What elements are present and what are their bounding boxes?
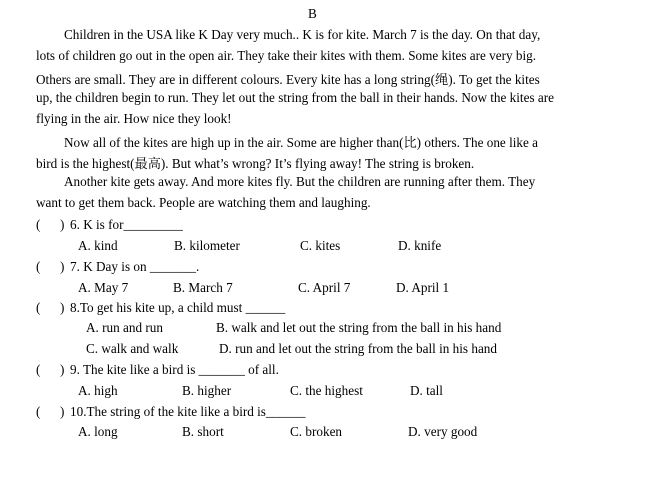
question-stem: 7. K Day is on _______.	[70, 259, 200, 274]
question-stem: 9. The kite like a bird is _______ of all.	[70, 362, 279, 377]
option-a: A. run and run	[86, 320, 163, 335]
option-d: D. knife	[398, 238, 442, 253]
answer-paren-open: (	[36, 259, 41, 274]
answer-paren-open: (	[36, 362, 41, 377]
option-a: A. long	[78, 424, 118, 439]
option-d: D. run and let out the string from the ball in his hand	[219, 341, 497, 356]
option-b: B. higher	[182, 383, 232, 398]
option-a: A. high	[78, 383, 118, 398]
option-b: B. walk and let out the string from the ball in his hand	[216, 320, 502, 335]
passage-line: up, the children begin to run. They let out the string from the ball in their hands. Now the kites are	[36, 90, 554, 105]
answer-paren-close: )	[60, 362, 65, 377]
option-d: D. very good	[408, 424, 478, 439]
option-d: D. tall	[410, 383, 443, 398]
option-b: B. kilometer	[174, 238, 240, 253]
option-a: A. kind	[78, 238, 118, 253]
passage-line: bird is the highest(最高). But what’s wrong? It’s flying away! The string is broken.	[36, 156, 475, 171]
passage-line: Others are small. They are in different colours. Every kite has a long string(绳). To get the kites	[36, 72, 540, 87]
passage-line: Children in the USA like K Day very much.. K is for kite. March 7 is the day. On that day,	[64, 27, 541, 42]
passage-line: want to get them back. People are watching them and laughing.	[36, 195, 371, 210]
passage-line: flying in the air. How nice they look!	[36, 111, 232, 126]
question-stem: 8.To get his kite up, a child must ______	[70, 300, 286, 315]
answer-paren-close: )	[60, 404, 65, 419]
answer-paren-open: (	[36, 300, 41, 315]
option-a: A. May 7	[78, 280, 129, 295]
answer-paren-close: )	[60, 300, 65, 315]
option-c: C. the highest	[290, 383, 363, 398]
answer-paren-close: )	[60, 259, 65, 274]
option-c: C. kites	[300, 238, 341, 253]
passage-line: Now all of the kites are high up in the air. Some are higher than(比) others. The one like a	[64, 135, 539, 150]
answer-paren-open: (	[36, 217, 41, 232]
question-stem: 10.The string of the kite like a bird is______	[70, 404, 306, 419]
option-c: C. April 7	[298, 280, 351, 295]
passage-line: lots of children go out in the open air. They take their kites with them. Some kites are very big.	[36, 48, 537, 63]
question-stem: 6. K is for_________	[70, 217, 183, 232]
option-b: B. March 7	[173, 280, 233, 295]
section-title: B	[308, 6, 317, 21]
option-c: C. broken	[290, 424, 343, 439]
option-b: B. short	[182, 424, 224, 439]
answer-paren-close: )	[60, 217, 65, 232]
option-c: C. walk and walk	[86, 341, 179, 356]
passage-line: Another kite gets away. And more kites fly. But the children are running after them. They	[64, 174, 536, 189]
option-d: D. April 1	[396, 280, 450, 295]
answer-paren-open: (	[36, 404, 41, 419]
